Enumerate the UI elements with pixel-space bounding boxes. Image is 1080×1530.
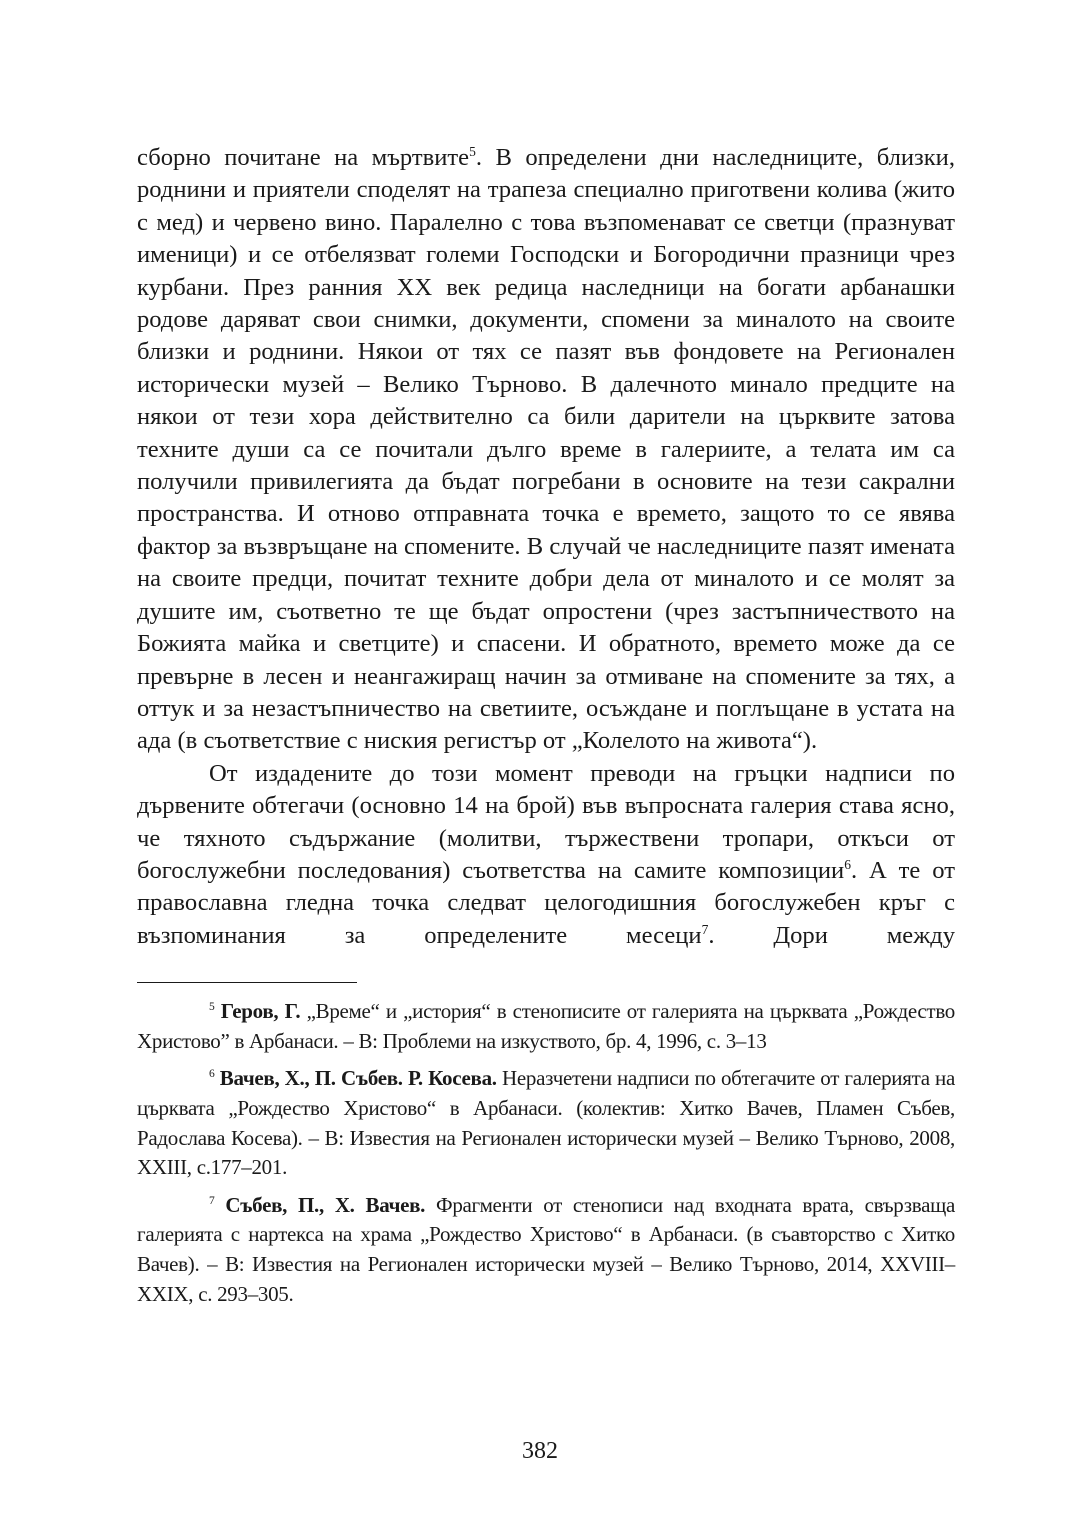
footnote-number: 7 (209, 1194, 215, 1207)
footnotes (137, 997, 955, 1309)
footnote-author: Събев, П., Х. Вачев. (225, 1192, 426, 1217)
footnote-divider (137, 982, 357, 983)
footnote-5 (137, 997, 955, 1056)
paragraph-1-text-a: сборно почитане на мъртвите (137, 144, 470, 171)
paragraph-1 (137, 142, 955, 758)
footnote-text: „Време“ и „история“ в стенописите от галерията на църквата „Рождество Христово” в Арбанаси. – В: Проблеми на изкуството, бр. 4, 1996, с. 3–13 (137, 999, 955, 1053)
footnote-ref-7[interactable]: 7 (701, 921, 709, 937)
footnote-ref-5[interactable]: 5 (469, 143, 476, 159)
footnote-7 (137, 1191, 955, 1309)
paragraph-1-text-b: . В определени дни наследниците, близки, роднини и приятели споделят на трапеза специално приготвени колива (жито с мед) и червено вино. Паралелно с това възпоменават се светци (празнуват именици) и се отбелязват големи Господски и Богородични празници чрез курбани. През ранния XX век редица наследници на богати арбанашки родове даряват свои снимки, документи, спомени за миналото на своите близки и роднини. Някои от тях се пазят във фондовете на Регионален исторически музей – Велико Търново. В далечното минало предците на някои от тези хора действително са били дарители на църквите затова техните души са се почитали дълго време в галериите, а телата им са получили привилегията да бъдат погребани в основите на тези сакрални пространства. И отново отправната точка е времето, защото то се явява фактор за възвръщане на спомените. В случай че наследниците пазят имената на своите предци, почитат техните добри дела от миналото и се молят за душите им, съответно те ще бъдат опростени (чрез застъпничеството на Божията майка и светците) и спасени. И обратното, времето може да се превърне в лесен и неангажиращ начин за отмиване на спомените за тях, а оттук и за незастъпничество на светиите, осъждане и поглъщане в устата на ада (в съответствие с ниския регистър от „Колелото на живота“). (137, 144, 955, 755)
footnote-number: 6 (209, 1068, 215, 1081)
paragraph-2-text-a: От издадените до този момент преводи на гръцки надписи по дървените обтегачи (основно 14 на брой) във въпросната галерия става ясно, че тяхното съдържание (молитви, тържествени тропари, откъси от богослужебни последования) съответства на самите композиции (137, 759, 955, 884)
paragraph-2 (137, 758, 955, 952)
footnote-author: Геров, Г. (220, 999, 301, 1024)
footnote-6 (137, 1064, 955, 1182)
text-block (137, 142, 955, 1317)
footnote-text: Фрагменти от стенописи над входната врата, свързваща галерията с нартекса на храма „Рождество Христово“ в Арбанаси. (в съавторство с Хитко Вачев). – В: Известия на Регионален исторически музей – Велико Търново, 2014, XXVIII–XXIX, с. 293–305. (137, 1192, 955, 1306)
footnote-text: Неразчетени надписи по обтегачите от галерията на църквата „Рождество Христово“ в Арбанаси. (колектив: Хитко Вачев, Пламен Събев, Радослава Косева). – В: Известия на Регионален исторически музей – Велико Търново, 2008, XXIII, с.177–201. (137, 1066, 956, 1180)
paragraph-2-text-b: . А те от православна гледна точка следват целогодишния богослужебен кръг с възпоминания за определените месеци (137, 856, 955, 949)
footnote-number: 5 (209, 1001, 215, 1014)
main-text (137, 142, 955, 952)
page-number: 382 (522, 1438, 558, 1464)
footnote-ref-6[interactable]: 6 (844, 856, 851, 872)
paragraph-2-text-c: . Дори между (708, 921, 955, 949)
footnote-author: Вачев, Х., П. Събев. Р. Косева. (219, 1066, 497, 1091)
